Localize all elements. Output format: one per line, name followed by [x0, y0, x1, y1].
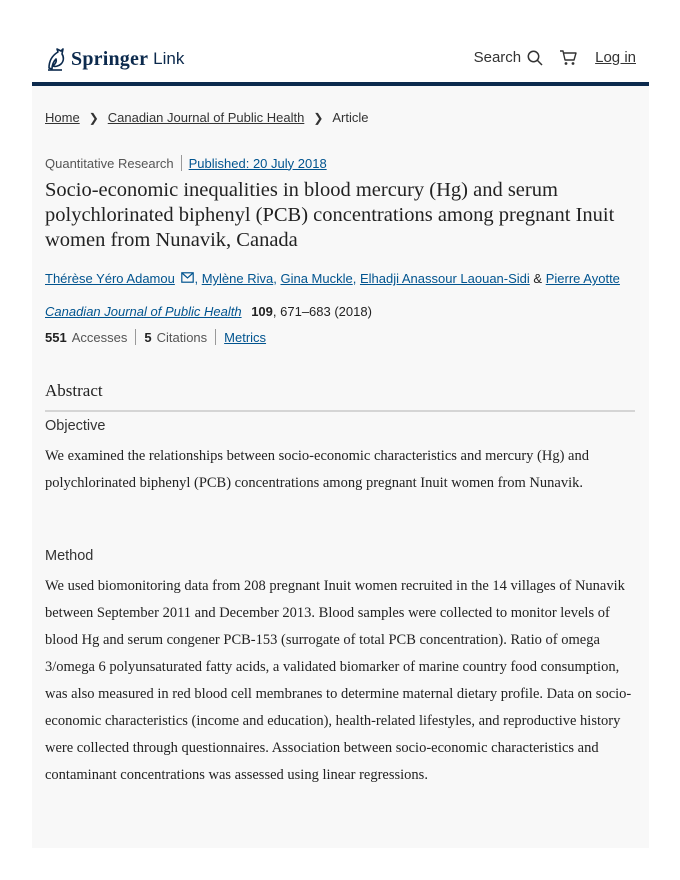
author-list: Thérèse Yéro Adamou , Mylène Riva, Gina Muckle, Elhadji Anassour Laouan-Sidi & Pierre Ayotte	[45, 271, 620, 286]
article-metrics	[45, 329, 266, 345]
cart-icon	[559, 49, 577, 66]
logo-text-link: Link	[153, 49, 185, 68]
method-heading: Method	[45, 548, 94, 564]
site-header	[32, 38, 649, 86]
abstract-heading: Abstract	[45, 381, 635, 412]
method-text: We used biomonitoring data from 208 pregnant Inuit women recruited in the 14 villages of Nunavik between September 2011 and December 2013. Blood samples were collected to monitor levels of blood Hg and serum congener PCB-153 (surrogate of total PCB concentration). Ratio of omega 3/omega 6 polyunsaturated fatty acids, a validated biomarker of marine country food consumption, was also measured in red blood cell membranes to determine maternal dietary profile. Data on socio-economic characteristics (income and education), health-related lifestyles, and reproductive history were collected through questionnaires. Association between socio-economic characteristics and contaminant concentrations was assessed using linear regressions.	[45, 578, 632, 783]
breadcrumb-current: Article	[332, 110, 369, 125]
author-link[interactable]: Pierre Ayotte	[545, 271, 620, 286]
accesses-count: 551	[45, 329, 67, 345]
published-date-link[interactable]: Published: 20 July 2018	[188, 155, 327, 171]
journal-link[interactable]: Canadian Journal of Public Health	[45, 304, 242, 319]
metrics-divider	[215, 329, 216, 345]
author-link[interactable]: Thérèse Yéro Adamou	[45, 271, 175, 286]
springer-link-logo[interactable]	[45, 46, 184, 72]
journal-citation	[45, 304, 372, 319]
objective-heading: Objective	[45, 418, 106, 434]
citations-count: 5	[144, 329, 152, 345]
logo-text-springer: Springer	[71, 47, 149, 70]
citations-label: Citations	[156, 329, 208, 345]
journal-volume: 109	[251, 304, 273, 319]
author-link[interactable]: Mylène Riva	[201, 271, 274, 286]
cart-button[interactable]	[559, 49, 577, 66]
journal-pages-year: , 671–683 (2018)	[272, 304, 372, 319]
author-link[interactable]: Gina Muckle	[280, 271, 353, 286]
login-link[interactable]: Log in	[595, 49, 636, 66]
breadcrumb-home[interactable]: Home	[45, 110, 80, 125]
email-icon[interactable]	[181, 272, 194, 283]
metrics-divider	[135, 329, 136, 345]
article-meta	[45, 155, 327, 171]
search-button[interactable]	[474, 49, 544, 66]
accesses-label: Accesses	[71, 329, 128, 345]
chevron-right-icon: ❯	[88, 110, 99, 125]
search-icon	[527, 50, 543, 66]
author-link[interactable]: Elhadji Anassour Laouan-Sidi	[359, 271, 530, 286]
article-type: Quantitative Research	[45, 155, 174, 171]
meta-divider	[181, 155, 182, 171]
metrics-link[interactable]: Metrics	[224, 329, 267, 345]
search-label: Search	[473, 49, 522, 66]
springer-horse-icon	[45, 46, 67, 72]
author-separator: &	[533, 271, 543, 286]
article-title: Socio-economic inequalities in blood mercury (Hg) and serum polychlorinated biphenyl (PCB) concentrations among pregnant Inuit women from Nunavik, Canada	[45, 179, 615, 251]
header-actions	[474, 49, 636, 66]
objective-text: We examined the relationships between socio-economic characteristics and mercury (Hg) and polychlorinated biphenyl (PCB) concentrations among pregnant Inuit women from Nunavik.	[45, 448, 589, 491]
breadcrumb	[45, 110, 369, 125]
chevron-right-icon: ❯	[313, 110, 324, 125]
breadcrumb-journal[interactable]: Canadian Journal of Public Health	[107, 110, 305, 125]
